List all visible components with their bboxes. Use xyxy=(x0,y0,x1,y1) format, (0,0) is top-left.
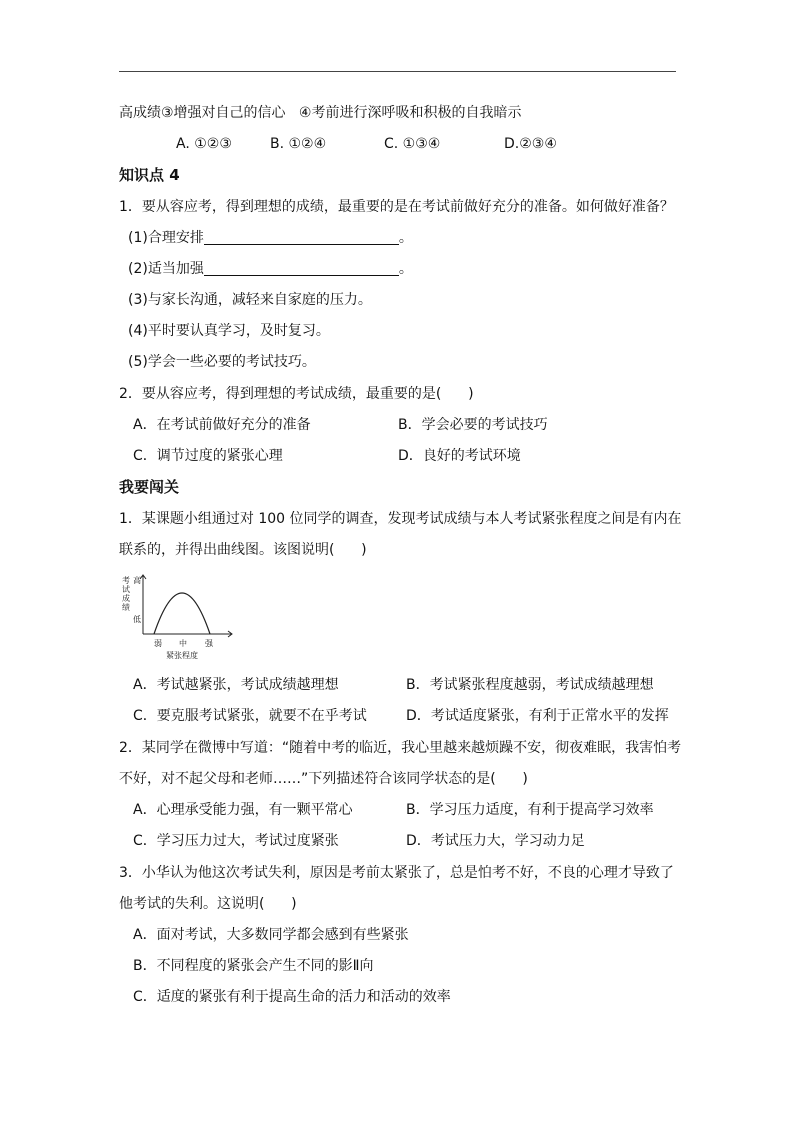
option-b: B．考试紧张程度越弱，考试成绩越理想 xyxy=(406,677,654,693)
option-b: B. ①②④ xyxy=(270,136,327,152)
option-d: D．良好的考试环境 xyxy=(398,448,521,464)
question-text: 不好，对不起父母和老师……”下列描述符合该同学状态的是( ) xyxy=(119,771,528,787)
question-text: 3．小华认为他这次考试失利，原因是考前太紧张了，总是怕考不好，不良的心理才导致了 xyxy=(119,865,674,881)
option-c: C．调节过度的紧张心理 xyxy=(133,448,283,464)
answer-blank xyxy=(204,230,399,245)
option-d: D.②③④ xyxy=(504,136,557,152)
x-tick-label: 强 xyxy=(205,639,213,648)
option-a: A．考试越紧张，考试成绩越理想 xyxy=(133,677,339,693)
answer-line xyxy=(128,229,413,247)
text-line: 高成绩③增强对自己的信心 ④考前进行深呼吸和积极的自我暗示 xyxy=(119,105,522,121)
x-tick-label: 中 xyxy=(179,639,187,648)
list-item: (5)学会一些必要的考试技巧。 xyxy=(128,354,316,370)
option-c: C. ①③④ xyxy=(384,136,441,152)
question-text: 1．某课题小组通过对 100 位同学的调查，发现考试成绩与本人考试紧张程度之间是有内在 xyxy=(119,511,682,527)
answer-suffix: 。 xyxy=(398,261,413,277)
x-axis-label: 紧张程度 xyxy=(166,651,198,660)
y-axis-label-char: 考 xyxy=(122,576,130,585)
option-d: D．考试压力大，学习动力足 xyxy=(406,833,585,849)
y-axis-label-char: 成 xyxy=(122,594,130,603)
option-b: B．不同程度的紧张会产生不同的影Ⅱ向 xyxy=(133,958,374,974)
performance-curve xyxy=(154,593,210,634)
option-a: A．在考试前做好充分的准备 xyxy=(133,417,311,433)
y-axis-label-char: 试 xyxy=(122,585,130,594)
section-heading: 知识点 4 xyxy=(119,166,180,184)
answer-prefix: (1)合理安排 xyxy=(128,230,204,246)
list-item: (3)与家长沟通，减轻来自家庭的压力。 xyxy=(128,292,372,308)
list-item: (4)平时要认真学习，及时复习。 xyxy=(128,323,330,339)
option-b: B．学习压力适度，有利于提高学习效率 xyxy=(406,802,654,818)
option-b: B．学会必要的考试技巧 xyxy=(398,417,548,433)
question-text: 2．要从容应考，得到理想的考试成绩，最重要的是( ) xyxy=(119,386,474,402)
section-heading: 我要闯关 xyxy=(119,478,180,496)
option-c: C．学习压力过大，考试过度紧张 xyxy=(133,833,339,849)
answer-blank xyxy=(204,261,399,276)
y-axis-label xyxy=(122,575,133,612)
y-high-label: 高 xyxy=(133,576,141,585)
question-text: 联系的，并得出曲线图。该图说明( ) xyxy=(119,542,367,558)
question-text: 1．要从容应考，得到理想的成绩，最重要的是在考试前做好充分的准备。如何做好准备？ xyxy=(119,199,674,215)
answer-prefix: (2)适当加强 xyxy=(128,261,204,277)
tension-performance-graph xyxy=(116,572,236,664)
y-low-label: 低 xyxy=(133,615,141,624)
question-text: 他考试的失利。这说明( ) xyxy=(119,896,297,912)
option-c: C．要克服考试紧张，就要不在乎考试 xyxy=(133,708,367,724)
option-c: C．适度的紧张有利于提高生命的活力和活动的效率 xyxy=(133,989,451,1005)
option-a: A. ①②③ xyxy=(176,136,232,152)
header-rule xyxy=(119,71,676,72)
x-tick-label: 弱 xyxy=(154,639,162,648)
option-a: A．心理承受能力强，有一颗平常心 xyxy=(133,802,353,818)
question-text: 2．某同学在微博中写道：“随着中考的临近，我心里越来越烦躁不安，彻夜难眠，我害怕考 xyxy=(119,740,682,756)
answer-suffix: 。 xyxy=(398,230,413,246)
option-a: A．面对考试，大多数同学都会感到有些紧张 xyxy=(133,927,409,943)
y-axis-label-char: 绩 xyxy=(122,603,130,612)
option-d: D．考试适度紧张，有利于正常水平的发挥 xyxy=(406,708,669,724)
answer-line xyxy=(128,260,413,278)
